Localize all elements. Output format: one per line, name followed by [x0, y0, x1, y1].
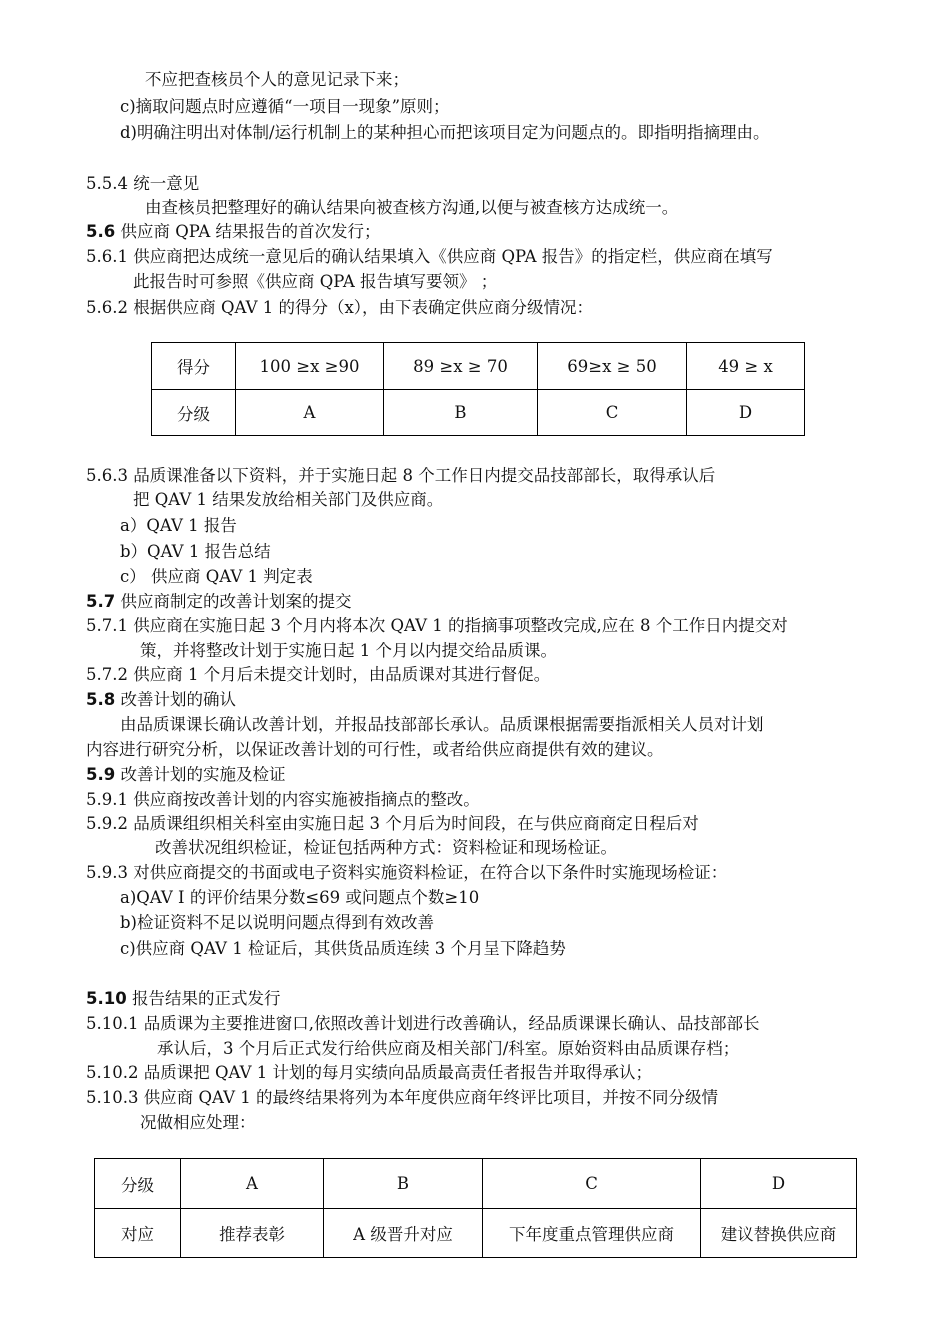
text-line: 5.10.1 品质课为主要推进窗口,依照改善计划进行改善确认，经品质课课长确认、品技部部长: [86, 1014, 760, 1033]
section-number: 5.7: [86, 592, 116, 611]
text-line: c)摘取问题点时应遵循“一项目一现象”原则；: [120, 97, 450, 116]
list-item: c） 供应商 QAV 1 判定表: [120, 567, 313, 586]
table-cell: 89 ≥x ≥ 70: [384, 343, 538, 390]
table-cell: 分级: [152, 390, 236, 436]
text-line: 策，并将整改计划于实施日起 1 个月以内提交给品质课。: [140, 641, 557, 660]
text-line: 5.7.2 供应商 1 个月后未提交计划时，由品质课对其进行督促。: [86, 665, 551, 684]
grade-action-table: [94, 1158, 857, 1258]
section-heading: [86, 590, 351, 614]
table-cell: 100 ≥x ≥90: [236, 343, 384, 390]
table-cell: 下年度重点管理供应商: [483, 1209, 701, 1258]
text-line: 由查核员把整理好的确认结果向被查核方沟通,以便与被查核方达成统一。: [145, 198, 679, 217]
text-line: 5.9.3 对供应商提交的书面或电子资料实施资料检证，在符合以下条件时实施现场检证：: [86, 863, 728, 882]
section-number: 5.6: [86, 222, 116, 241]
section-heading: [86, 220, 381, 244]
table-row: [152, 343, 805, 390]
table-cell: B: [324, 1159, 483, 1209]
table-cell: D: [701, 1159, 857, 1209]
table-cell: C: [538, 390, 687, 436]
text-line: 5.6.2 根据供应商 QAV 1 的得分（x），由下表确定供应商分级情况：: [86, 298, 594, 317]
text-line: 5.9.2 品质课组织相关科室由实施日起 3 个月后为时间段，在与供应商商定日程后对: [86, 814, 699, 833]
table-cell: A: [181, 1159, 324, 1209]
list-item: a）QAV 1 报告: [120, 516, 237, 535]
table-cell: 49 ≥ x: [687, 343, 805, 390]
text-line: 5.10.2 品质课把 QAV 1 计划的每月实绩向品质最高责任者报告并取得承认；: [86, 1063, 652, 1082]
table-cell: 推荐表彰: [181, 1209, 324, 1258]
score-grade-table: [151, 342, 805, 436]
table-cell: 建议替换供应商: [701, 1209, 857, 1258]
list-item: c)供应商 QAV 1 检证后，其供货品质连续 3 个月呈下降趋势: [120, 939, 566, 958]
table-row: [95, 1159, 857, 1209]
list-item: b)检证资料不足以说明问题点得到有效改善: [120, 913, 434, 932]
text-line: 不应把查核员个人的意见记录下来；: [145, 70, 409, 89]
text-line: 此报告时可参照《供应商 QPA 报告填写要领》 ；: [133, 272, 498, 291]
text-line: 5.7.1 供应商在实施日起 3 个月内将本次 QAV 1 的指摘事项整改完成,应在 8 个工作日内提交对: [86, 616, 788, 635]
section-number: 5.10: [86, 989, 127, 1008]
table-cell: B: [384, 390, 538, 436]
list-item: a)QAV I 的评价结果分数≤69 或问题点个数≥10: [120, 888, 480, 907]
table-row: [95, 1209, 857, 1258]
table-cell: A: [236, 390, 384, 436]
text-line: 改善状况组织检证，检证包括两种方式：资料检证和现场检证。: [155, 838, 617, 857]
section-heading: [86, 987, 280, 1011]
text-line: 承认后，3 个月后正式发行给供应商及相关部门/科室。原始资料由品质课存档；: [157, 1039, 740, 1058]
text-line: 5.10.3 供应商 QAV 1 的最终结果将列为本年度供应商年终评比项目，并按不同分级情: [86, 1088, 718, 1107]
section-number: 5.8: [86, 690, 116, 709]
table-cell: A 级晋升对应: [324, 1209, 483, 1258]
section-heading: [86, 688, 236, 712]
list-item: b）QAV 1 报告总结: [120, 542, 271, 561]
table-cell: 对应: [95, 1209, 181, 1258]
section-title: 供应商 QPA 结果报告的首次发行；: [120, 222, 381, 241]
section-title: 改善计划的实施及检证: [120, 765, 286, 784]
section-title: 改善计划的确认: [120, 690, 236, 709]
text-line: 5.6.1 供应商把达成统一意见后的确认结果填入《供应商 QPA 报告》的指定栏，供应商在填写: [86, 247, 773, 266]
section-title: 供应商制定的改善计划案的提交: [120, 592, 352, 611]
text-line: d)明确注明出对体制/运行机制上的某种担心而把该项目定为问题点的。即指明指摘理由。: [120, 123, 770, 142]
table-cell: 69≥x ≥ 50: [538, 343, 687, 390]
text-line: 况做相应处理：: [140, 1113, 256, 1132]
text-line: 内容进行研究分析，以保证改善计划的可行性，或者给供应商提供有效的建议。: [86, 740, 664, 759]
section-heading: [86, 763, 285, 787]
text-line: 把 QAV 1 结果发放给相关部门及供应商。: [133, 490, 444, 509]
section-number: 5.9: [86, 765, 116, 784]
text-line: 5.6.3 品质课准备以下资料，并于实施日起 8 个工作日内提交品技部部长，取得承认后: [86, 466, 716, 485]
table-cell: D: [687, 390, 805, 436]
section-title: 报告结果的正式发行: [131, 989, 281, 1008]
table-cell: 分级: [95, 1159, 181, 1209]
table-cell: C: [483, 1159, 701, 1209]
text-line: 5.9.1 供应商按改善计划的内容实施被指摘点的整改。: [86, 790, 480, 809]
table-row: [152, 390, 805, 436]
section-heading: 5.5.4 统一意见: [86, 174, 200, 193]
text-line: 由品质课课长确认改善计划，并报品技部部长承认。品质课根据需要指派相关人员对计划: [120, 715, 764, 734]
table-cell: 得分: [152, 343, 236, 390]
